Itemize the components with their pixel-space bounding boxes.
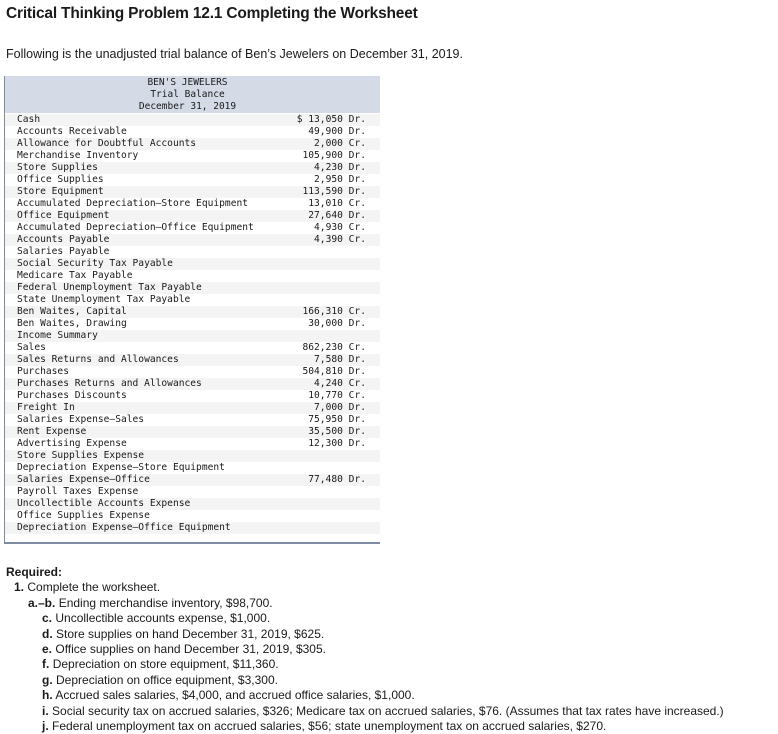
account-name: Social Security Tax Payable: [17, 258, 173, 269]
table-row: [5, 390, 380, 402]
required-subitem: [6, 596, 724, 611]
account-name: Accounts Payable: [17, 234, 110, 245]
account-amount: 27,640 Dr.: [308, 210, 366, 221]
table-row: [5, 126, 380, 138]
trial-balance-header: [5, 76, 380, 113]
table-row: [5, 210, 380, 222]
account-name: Rent Expense: [17, 426, 87, 437]
table-row: [5, 246, 380, 258]
table-row: [5, 450, 380, 462]
table-row: [5, 498, 380, 510]
account-amount: 30,000 Dr.: [308, 318, 366, 329]
account-name: Office Equipment: [17, 210, 110, 221]
table-row: [5, 138, 380, 150]
account-name: Salaries Expense—Sales: [17, 414, 145, 425]
account-name: Accumulated Depreciation—Store Equipment: [17, 198, 249, 209]
account-amount: 4,230 Dr.: [314, 162, 366, 173]
table-row: [5, 282, 380, 294]
item-label: h.: [42, 688, 53, 703]
table-row: [5, 258, 380, 270]
statement-date: December 31, 2019: [138, 101, 237, 112]
account-name: Uncollectible Accounts Expense: [17, 498, 191, 509]
account-name: Salaries Expense—Office: [17, 474, 150, 485]
table-row: [5, 486, 380, 498]
account-name: Accounts Receivable: [17, 126, 127, 137]
required-subitem: [6, 642, 724, 657]
table-row: [5, 270, 380, 282]
table-row: [5, 342, 380, 354]
account-amount: 2,000 Cr.: [314, 138, 366, 149]
account-amount: 12,300 Dr.: [308, 438, 366, 449]
account-amount: 504,810 Dr.: [302, 366, 366, 377]
company-name: BEN'S JEWELERS: [147, 77, 228, 88]
account-name: Sales: [17, 342, 46, 353]
item-label: a.–b.: [28, 595, 56, 610]
required-subitem: [6, 704, 724, 719]
account-name: Payroll Taxes Expense: [17, 486, 139, 497]
required-subitem: [6, 688, 724, 703]
account-name: Federal Unemployment Tax Payable: [17, 282, 202, 293]
required-subitem: [6, 627, 724, 642]
required-heading: Required:: [6, 565, 63, 579]
account-amount: 105,900 Dr.: [302, 150, 366, 161]
account-name: Merchandise Inventory: [17, 150, 139, 161]
required-subitems: [6, 596, 724, 734]
account-name: Cash: [17, 114, 41, 125]
account-amount: 10,770 Cr.: [308, 390, 366, 401]
trial-balance-rows: [5, 114, 380, 534]
account-name: Medicare Tax Payable: [17, 270, 133, 281]
item-text: Depreciation on store equipment, $11,360.: [52, 657, 279, 672]
table-row: [5, 186, 380, 198]
account-amount: 166,310 Cr.: [302, 306, 366, 317]
table-row: [5, 162, 380, 174]
table-row: [5, 426, 380, 438]
table-row: [5, 378, 380, 390]
account-name: Purchases: [17, 366, 69, 377]
item-label: g.: [42, 672, 53, 687]
table-row: [5, 114, 380, 126]
account-amount: 77,480 Dr.: [308, 474, 366, 485]
item-text: Accrued sales salaries, $4,000, and accrued office salaries, $1,000.: [55, 688, 415, 703]
item-text: Complete the worksheet.: [27, 580, 161, 595]
account-name: Store Supplies Expense: [17, 450, 145, 461]
account-name: Store Supplies: [17, 162, 98, 173]
item-text: Federal unemployment tax on accrued salaries, $56; state unemployment tax on accrued salaries, $270.: [52, 719, 607, 734]
table-row: [5, 510, 380, 522]
account-amount: 862,230 Cr.: [302, 342, 366, 353]
table-row: [5, 330, 380, 342]
table-row: [5, 234, 380, 246]
account-amount: 4,930 Cr.: [314, 222, 366, 233]
table-row: [5, 222, 380, 234]
account-amount: 4,240 Cr.: [314, 378, 366, 389]
account-name: Office Supplies Expense: [17, 510, 150, 521]
item-label: 1.: [14, 580, 25, 595]
account-name: Freight In: [17, 402, 75, 413]
account-amount: $ 13,050 Dr.: [296, 114, 366, 125]
table-row: [5, 318, 380, 330]
item-text: Ending merchandise inventory, $98,700.: [58, 595, 273, 610]
table-row: [5, 198, 380, 210]
table-row: [5, 438, 380, 450]
account-name: Accumulated Depreciation—Office Equipment: [17, 222, 254, 233]
item-label: d.: [42, 626, 53, 641]
item-label: e.: [42, 642, 53, 657]
account-amount: 75,950 Dr.: [308, 414, 366, 425]
account-name: Advertising Expense: [17, 438, 127, 449]
required-subitem: [6, 657, 724, 672]
table-row: [5, 402, 380, 414]
account-name: Ben Waites, Capital: [17, 306, 127, 317]
account-amount: 7,580 Dr.: [314, 354, 366, 365]
intro-text: Following is the unadjusted trial balance of Ben’s Jewelers on December 31, 2019.: [6, 47, 463, 61]
required-subitem: [6, 673, 724, 688]
table-row: [5, 414, 380, 426]
account-name: Store Equipment: [17, 186, 104, 197]
table-row: [5, 522, 380, 534]
account-amount: 7,000 Dr.: [314, 402, 366, 413]
account-name: Salaries Payable: [17, 246, 110, 257]
account-name: Ben Waites, Drawing: [17, 318, 127, 329]
required-subitem: [6, 719, 724, 734]
table-row: [5, 174, 380, 186]
statement-name: Trial Balance: [150, 89, 225, 100]
item-label: j.: [42, 719, 49, 734]
item-text: Social security tax on accrued salaries, $326; Medicare tax on accrued salaries, $76. (Assumes that tax rates have increased.): [52, 703, 724, 718]
table-row: [5, 354, 380, 366]
account-name: Sales Returns and Allowances: [17, 354, 179, 365]
required-item-1: [6, 580, 724, 595]
table-row: [5, 462, 380, 474]
account-name: Purchases Discounts: [17, 390, 127, 401]
account-amount: 35,500 Dr.: [308, 426, 366, 437]
item-text: Office supplies on hand December 31, 2019, $305.: [55, 642, 326, 657]
account-name: Office Supplies: [17, 174, 104, 185]
item-label: c.: [42, 611, 53, 626]
account-name: State Unemployment Tax Payable: [17, 294, 191, 305]
account-amount: 4,390 Cr.: [314, 234, 366, 245]
account-amount: 2,950 Dr.: [314, 174, 366, 185]
account-name: Purchases Returns and Allowances: [17, 378, 202, 389]
item-text: Store supplies on hand December 31, 2019, $625.: [56, 626, 325, 641]
account-name: Depreciation Expense—Office Equipment: [17, 522, 231, 533]
account-amount: 13,010 Cr.: [308, 198, 366, 209]
item-label: i.: [42, 703, 49, 718]
trial-balance-table: [4, 76, 380, 544]
account-name: Income Summary: [17, 330, 98, 341]
page-title: Critical Thinking Problem 12.1 Completing the Worksheet: [6, 5, 418, 22]
table-row: [5, 366, 380, 378]
item-text: Depreciation on office equipment, $3,300.: [56, 672, 278, 687]
table-row: [5, 150, 380, 162]
account-amount: 49,900 Dr.: [308, 126, 366, 137]
table-row: [5, 294, 380, 306]
required-subitem: [6, 611, 724, 626]
item-label: f.: [42, 657, 50, 672]
required-section: [6, 565, 724, 734]
account-name: Allowance for Doubtful Accounts: [17, 138, 197, 149]
table-row: [5, 474, 380, 486]
account-amount: 113,590 Dr.: [302, 186, 366, 197]
table-row: [5, 306, 380, 318]
item-text: Uncollectible accounts expense, $1,000.: [55, 611, 271, 626]
account-name: Depreciation Expense—Store Equipment: [17, 462, 225, 473]
